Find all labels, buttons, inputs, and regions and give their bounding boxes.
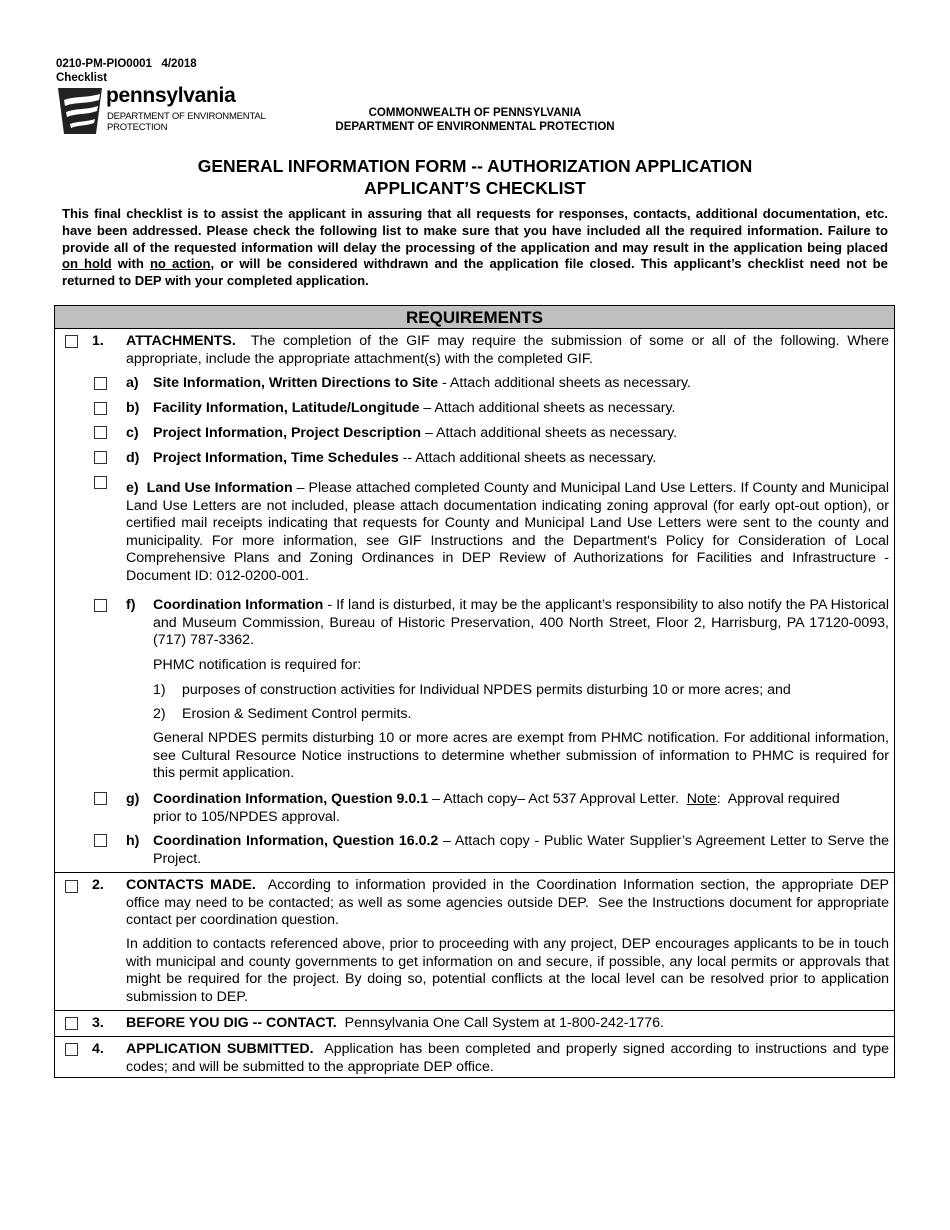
item-1d-title: Project Information, Time Schedules	[153, 450, 399, 466]
item-1b-letter: b)	[126, 400, 140, 416]
item-1c-letter: c)	[126, 425, 139, 441]
intro-no-action: no action	[149, 256, 211, 272]
item-1b-title: Facility Information, Latitude/Longitude	[153, 400, 420, 416]
intro-text-1: This final checklist is to assist the applicant in assuring that all requests for responses, contacts, additional documentation, etc. have been addressed. Please check the following list to make sure that you have included all the required information. Failure to provide all of the requested information will delay the processing of the application and may result in the application being placed	[62, 206, 888, 255]
item-1f-phmc-intro: PHMC notification is required for:	[153, 657, 362, 673]
item-1f-text	[153, 597, 889, 650]
item-1h-title: Coordination Information, Question 16.0.2	[153, 833, 439, 849]
item-1f-letter: f)	[126, 597, 136, 613]
item-1f-sub2-text: Erosion & Sediment Control permits.	[182, 706, 412, 722]
item-1f-sub1-text: purposes of construction activities for Individual NPDES permits disturbing 10 or more acres; and	[182, 682, 791, 698]
item-1f-checkbox[interactable]	[94, 599, 107, 612]
item-1b-checkbox[interactable]	[94, 402, 107, 415]
item-1-checkbox[interactable]	[65, 335, 78, 348]
item-4-checkbox[interactable]	[65, 1043, 78, 1056]
item-1b-body: – Attach additional sheets as necessary.	[419, 400, 676, 416]
requirements-table	[54, 305, 895, 1078]
intro-text-2: with	[111, 256, 150, 272]
item-3-body: Pennsylvania One Call System at 1-800-242-1776.	[336, 1015, 665, 1031]
item-1-body: The completion of the GIF may require the submission of some or all of the following. Where appropriate, include the appropriate attachment(s) with the completed GIF.	[126, 333, 893, 367]
item-1h-body: – Attach copy - Public Water Supplier’s Agreement Letter to Serve the Project.	[153, 833, 889, 867]
item-1d-body: -- Attach additional sheets as necessary.	[398, 450, 657, 466]
item-1c-body: – Attach additional sheets as necessary.	[421, 425, 678, 441]
item-1d-text	[153, 450, 889, 468]
item-4-number: 4.	[92, 1041, 104, 1057]
item-1g-text	[153, 791, 853, 826]
item-1e-text	[126, 480, 889, 585]
item-1h-checkbox[interactable]	[94, 834, 107, 847]
item-2-number: 2.	[92, 877, 104, 893]
item-1a-title: Site Information, Written Directions to Site	[153, 375, 439, 391]
item-1-title: ATTACHMENTS.	[126, 333, 236, 349]
title-line-1: GENERAL INFORMATION FORM -- AUTHORIZATION APPLICATION	[197, 156, 753, 176]
item-1g-note: Note	[686, 791, 717, 807]
item-1-text	[126, 333, 893, 368]
item-3-checkbox[interactable]	[65, 1017, 78, 1030]
logo-subtitle	[107, 111, 266, 133]
item-1e-title: Land Use Information	[146, 480, 293, 496]
row-divider	[55, 1010, 894, 1011]
item-2-checkbox[interactable]	[65, 880, 78, 893]
item-1f-body: - If land is disturbed, it may be the applicant’s responsibility to also notify the PA Historical and Museum Commission, Bureau of Historic Preservation, 400 North Street, Floor 2, Harrisburg, PA 17120-0093, (717) 787-3362.	[153, 597, 889, 648]
item-1g-checkbox[interactable]	[94, 792, 107, 805]
item-1e-body: – Please attached completed County and Municipal Land Use Letters. If County and Municipal Land Use Letters are not included, please attach documentation indicating zoning approval (for early opt-out option), or certified mail receipts indicating that requests for County and Municipal Land Use Letters were sent to the county and municipality. For more information, see GIF Instructions and the Department's Policy for Consideration of Local Comprehensive Plans and Zoning Ordinances in DEP Review of Authorizations for Facilities and Infrastructure - Document ID: 012-0200-001.	[126, 480, 889, 584]
item-1f-sub2-number: 2)	[153, 706, 166, 722]
logo-wordmark: pennsylvania	[106, 84, 236, 107]
item-1a-text	[153, 375, 889, 393]
item-1a-checkbox[interactable]	[94, 377, 107, 390]
item-1f-sub1-number: 1)	[153, 682, 166, 698]
intro-on-hold: on hold	[62, 256, 112, 272]
item-2-title: CONTACTS MADE.	[126, 877, 256, 893]
item-1h-text	[153, 833, 889, 868]
item-1b-text	[153, 400, 889, 418]
pa-dep-logo	[56, 86, 271, 136]
requirements-heading: REQUIREMENTS	[55, 306, 894, 329]
item-3-number: 3.	[92, 1015, 104, 1031]
item-1d-checkbox[interactable]	[94, 451, 107, 464]
item-1c-title: Project Information, Project Description	[153, 425, 422, 441]
item-1g-title: Coordination Information, Question 9.0.1	[153, 791, 429, 807]
page-title	[0, 155, 950, 199]
item-2-paragraph-2: In addition to contacts referenced above, prior to proceeding with any project, DEP encourages applicants to be in touch with municipal and county governments to get information on and secure, if possible, any local permits or approvals that might be required for the project. By doing so, potential conflicts at the local level can be resolved prior to application submission to DEP.	[126, 936, 889, 1005]
item-1g-body-2: : Approval required prior to 105/NPDES approval.	[153, 791, 844, 825]
item-2-text	[126, 877, 893, 930]
item-1a-body: - Attach additional sheets as necessary.	[438, 375, 691, 391]
intro-paragraph	[62, 206, 888, 290]
item-1g-letter: g)	[126, 791, 140, 807]
row-divider	[55, 1036, 894, 1037]
intro-text-3: , or will be considered withdrawn and the application file closed. This applicant’s checklist need not be returned to DEP with your completed application.	[62, 256, 888, 289]
item-4-body: Application has been completed and properly signed according to instructions and type codes; and will be submitted to the appropriate DEP office.	[126, 1041, 893, 1075]
form-type: Checklist	[56, 72, 108, 84]
item-1e-checkbox[interactable]	[94, 476, 107, 489]
form-number: 0210-PM-PIO0001 4/2018	[56, 58, 197, 70]
item-3-title: BEFORE YOU DIG -- CONTACT.	[126, 1015, 337, 1031]
title-line-2: APPLICANT’S CHECKLIST	[364, 178, 586, 198]
item-1f-general-npdes: General NPDES permits disturbing 10 or more acres are exempt from PHMC notification. For additional information, see Cultural Resource Notice instructions to determine whether submission of information to PHMC is required for this permit application.	[153, 730, 889, 781]
item-1f-title: Coordination Information	[153, 597, 324, 613]
item-1d-letter: d)	[126, 450, 140, 466]
item-2-body: According to information provided in the Coordination Information section, the appropriate DEP office may need to be contacted; as well as some agencies outside DEP. See the Instructions document for appropriate contact per coordination question.	[126, 877, 893, 928]
item-1c-text	[153, 425, 889, 443]
item-1h-letter: h)	[126, 833, 140, 849]
item-1e-letter: e)	[126, 480, 139, 496]
keystone-logo-icon	[56, 86, 104, 136]
item-3-text	[126, 1015, 889, 1033]
item-1a-letter: a)	[126, 375, 139, 391]
agency-header	[300, 106, 650, 134]
form-identifier	[56, 57, 197, 85]
item-4-text	[126, 1041, 893, 1076]
logo-sub-line1: DEPARTMENT OF ENVIRONMENTAL	[107, 111, 266, 122]
logo-sub-line2: PROTECTION	[107, 122, 168, 133]
agency-line-2: DEPARTMENT OF ENVIRONMENTAL PROTECTION	[335, 121, 615, 133]
agency-line-1: COMMONWEALTH OF PENNSYLVANIA	[368, 107, 582, 119]
item-1g-body-1: – Attach copy– Act 537 Approval Letter.	[428, 791, 687, 807]
item-4-title: APPLICATION SUBMITTED.	[126, 1041, 314, 1057]
item-1-number: 1.	[92, 333, 104, 349]
row-divider	[55, 872, 894, 873]
item-1c-checkbox[interactable]	[94, 426, 107, 439]
